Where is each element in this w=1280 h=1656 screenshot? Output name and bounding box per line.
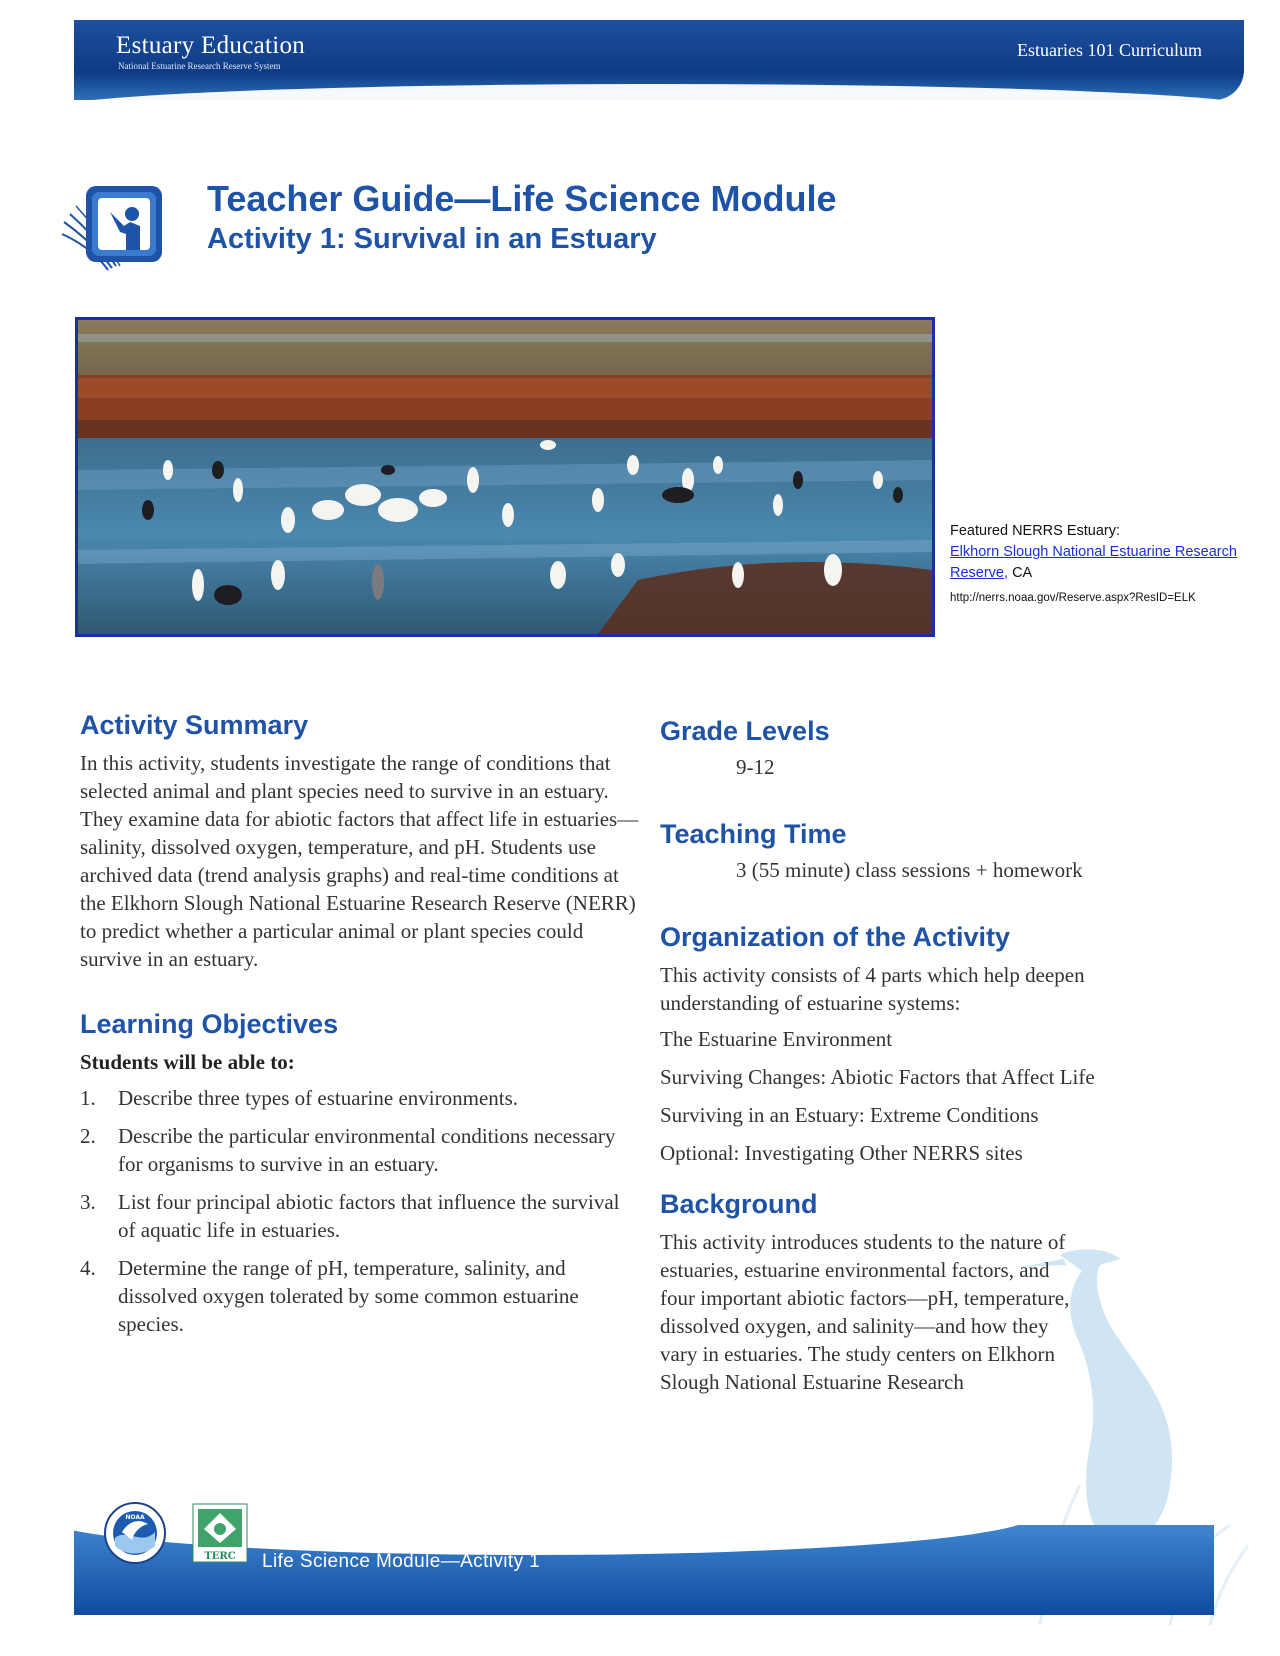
terc-logo-text: TERC bbox=[204, 1551, 236, 1562]
objectives-list bbox=[80, 1084, 640, 1338]
teaching-time-value: 3 (55 minute) class sessions + homework bbox=[736, 858, 1083, 882]
page-subtitle: Activity 1: Survival in an Estuary bbox=[207, 223, 657, 255]
page-title: Teacher Guide—Life Science Module bbox=[207, 178, 837, 219]
teaching-time-section bbox=[660, 819, 1180, 884]
organization-heading: Organization of the Activity bbox=[660, 922, 1011, 952]
list-item: 4. Determine the range of pH, temperature, salinity, and dissolved oxygen tolerated by some common estuarine species. bbox=[80, 1256, 579, 1336]
featured-state: CA bbox=[1012, 565, 1033, 581]
list-item: 2. Describe the particular environmental conditions necessary for organisms to survive in an estuary. bbox=[80, 1124, 616, 1176]
learning-objectives-heading: Learning Objectives bbox=[80, 1009, 339, 1039]
header-banner bbox=[74, 20, 1244, 100]
life-science-module-icon bbox=[60, 182, 170, 272]
estuary-birds-image bbox=[78, 320, 932, 634]
grade-levels-section bbox=[660, 716, 1180, 781]
terc-logo-icon bbox=[192, 1503, 248, 1563]
left-column bbox=[80, 710, 640, 1360]
organization-section bbox=[660, 922, 1180, 1167]
noaa-logo-text: NOAA bbox=[125, 1514, 145, 1521]
learning-objectives-section bbox=[80, 1009, 640, 1338]
list-item: Optional: Investigating Other NERRS sites bbox=[660, 1141, 1023, 1165]
background-text: This activity introduces students to the nature of estuaries, estuarine environmental factors, and four important abiotic factors—pH, temperature, dissolved oxygen, and salinity—and how they vary in estuaries. The study centers on Elkhorn Slough National Estuarine Research bbox=[660, 1230, 1070, 1394]
estuary-photo bbox=[75, 317, 935, 637]
teaching-time-heading: Teaching Time bbox=[660, 819, 847, 849]
activity-summary-text: In this activity, students investigate the range of conditions that selected animal and plant species need to survive in an estuary. They examine data for abiotic factors that affect life in estuaries—salinity, dissolved oxygen, temperature, and pH. Students use archived data (trend analysis graphs) and real-time conditions at the Elkhorn Slough National Estuarine Research Reserve (NERR) to predict whether a particular animal or plant species could survive in an estuary. bbox=[80, 751, 639, 971]
featured-url: http://nerrs.noaa.gov/Reserve.aspx?ResID=ELK bbox=[950, 592, 1196, 604]
featured-label: Featured NERRS Estuary: bbox=[950, 523, 1121, 539]
curriculum-label: Estuaries 101 Curriculum bbox=[1017, 40, 1202, 60]
footer-label: Life Science Module—Activity 1 bbox=[262, 1551, 541, 1572]
right-column bbox=[660, 716, 1180, 1418]
objectives-intro: Students will be able to: bbox=[80, 1050, 295, 1074]
list-item: 1. Describe three types of estuarine environments. bbox=[80, 1086, 519, 1110]
organization-intro: This activity consists of 4 parts which help deepen understanding of estuarine systems: bbox=[660, 963, 1085, 1015]
grade-levels-value: 9-12 bbox=[736, 755, 775, 779]
noaa-logo-icon bbox=[104, 1502, 166, 1564]
featured-estuary-caption bbox=[950, 521, 1250, 609]
background-section bbox=[660, 1189, 1080, 1396]
grade-levels-heading: Grade Levels bbox=[660, 716, 830, 746]
brand-title: Estuary Education bbox=[116, 32, 306, 59]
activity-summary-section bbox=[80, 710, 640, 973]
activity-summary-heading: Activity Summary bbox=[80, 710, 309, 740]
list-item: 3. List four principal abiotic factors that influence the survival of aquatic life in estuaries. bbox=[80, 1190, 620, 1242]
background-heading: Background bbox=[660, 1189, 818, 1219]
list-item: Surviving in an Estuary: Extreme Conditions bbox=[660, 1103, 1039, 1127]
list-item: Surviving Changes: Abiotic Factors that Affect Life bbox=[660, 1065, 1095, 1089]
list-item: The Estuarine Environment bbox=[660, 1027, 893, 1051]
organization-parts bbox=[660, 1025, 1180, 1167]
elkhorn-slough-link[interactable]: Elkhorn Slough National Estuarine Research Reserve, bbox=[950, 544, 1237, 581]
brand-subtitle: National Estuarine Research Reserve System bbox=[118, 61, 281, 71]
